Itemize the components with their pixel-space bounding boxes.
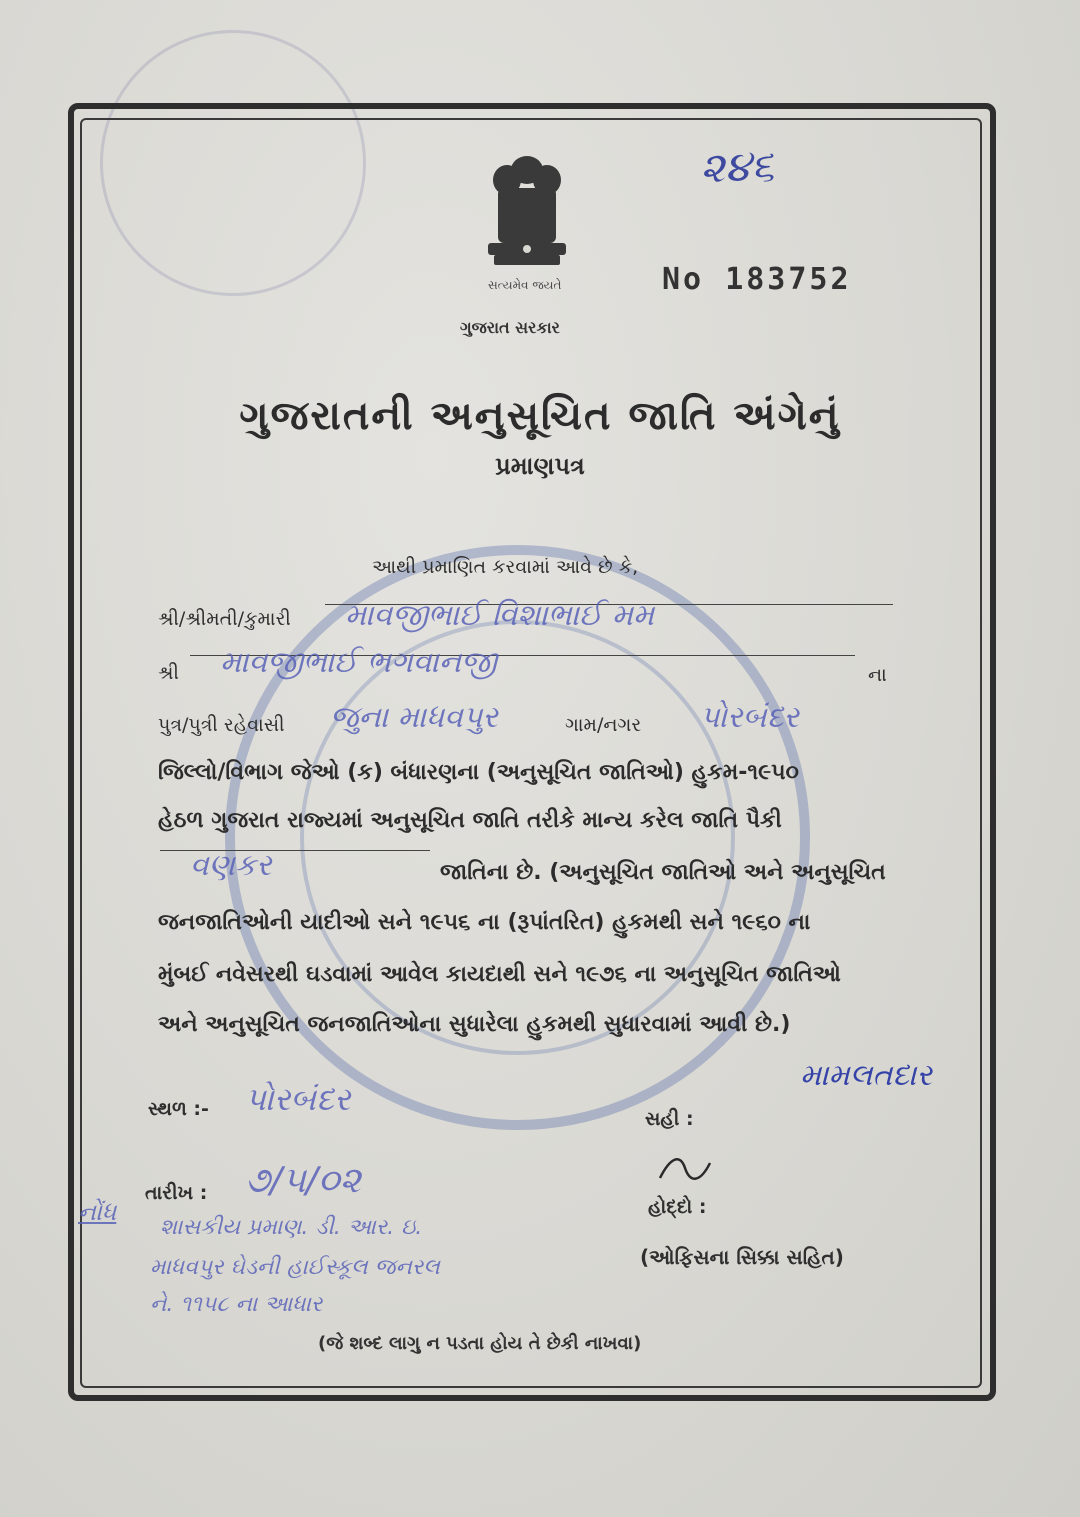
father-suffix: ના [868, 664, 887, 686]
body-line-9: અને અનુસૂચિત જનજાતિઓના સુધારેલા હુકમથી સુધારવામાં આવી છે.) [158, 1012, 791, 1037]
body-line-4: જિલ્લો/વિભાગ જેઓ (ક) બંધારણના (અનુસૂચિત જાતિઓ) હુકમ-૧૯૫૦ [158, 760, 799, 785]
strike-instruction: (જે શબ્દ લાગુ ન પડતા હોય તે છેકી નાખવા) [318, 1333, 642, 1354]
signature-mark-icon [655, 1148, 715, 1188]
place-label: સ્થળ :- [148, 1098, 209, 1120]
signature-value: મામલતદાર [800, 1058, 932, 1093]
signature-label: સહી : [645, 1108, 694, 1130]
father-label: શ્રી [158, 662, 179, 684]
caste-value: વણકર [190, 848, 272, 883]
serial-number [662, 262, 852, 297]
certificate-title: ગુજરાતની અનુસૂચિત જાતિ અંગેનું [239, 393, 841, 439]
body-line-7: જનજાતિઓની યાદીઓ સને ૧૯૫૬ ના (રૂપાંતરિત) હુકમથી સને ૧૯૬૦ ના [158, 910, 811, 935]
village-label: ગામ/નગર [565, 714, 642, 736]
date-label: તારીખ : [145, 1182, 208, 1204]
body-line-6: જાતિના છે. (અનુસૂચિત જાતિઓ અને અનુસૂચિત [440, 860, 886, 885]
note-line-3: ને. ૧૧૫૮ ના આધાર [150, 1292, 323, 1317]
seal-label: (ઓફિસના સિક્કા સહિત) [640, 1245, 844, 1269]
place-value: પોરબંદર [245, 1080, 351, 1118]
body-line-8: મુંબઈ નવેસરથી ઘડવામાં આવેલ કાયદાથી સને ૧૯૭૬ ના અનુસૂચિત જાતિઓ [158, 962, 841, 987]
village-value: પોરબંદર [700, 700, 799, 735]
name-value: માવજીભાઈ વિશાભાઈ મમ [345, 598, 655, 633]
certify-line: આથી પ્રમાણિત કરવામાં આવે છે કે, [372, 556, 639, 578]
handwritten-reference: ૨૪૬ [699, 140, 776, 193]
body-line-5: હેઠળ ગુજરાત રાજ્યમાં અનુસૂચિત જાતિ તરીકે માન્ય કરેલ જાતિ પૈકી [158, 808, 782, 833]
note-label: નોંધ [78, 1198, 117, 1226]
resident-value: જુના માધવપુર [330, 700, 498, 735]
official-seal-inner-ring [300, 620, 735, 1055]
issuer-name: ગુજરાત સરકાર [460, 318, 560, 337]
serial-value: 183752 [725, 262, 852, 297]
father-value: માવજીભાઈ ભગવાનજી [220, 645, 497, 680]
note-line-2: માધવપુર ઘેડની હાઈસ્કૂલ જનરલ [150, 1255, 440, 1280]
resident-label: પુત્ર/પુત્રી રહેવાસી [158, 714, 285, 736]
serial-prefix: No [662, 262, 705, 297]
designation-label: હોદ્દો : [648, 1196, 707, 1218]
note-line-1: શાસકીય પ્રમાણ. ડી. આર. ઇ. [160, 1215, 423, 1240]
national-emblem-icon [480, 148, 575, 278]
emblem-motto: સત્યમેવ જયતે [488, 278, 562, 292]
name-label: શ્રી/શ્રીમતી/કુમારી [158, 608, 291, 630]
date-value: ૭/૫/૦૨ [245, 1160, 361, 1201]
certificate-subtitle: પ્રમાણપત્ર [495, 452, 585, 480]
